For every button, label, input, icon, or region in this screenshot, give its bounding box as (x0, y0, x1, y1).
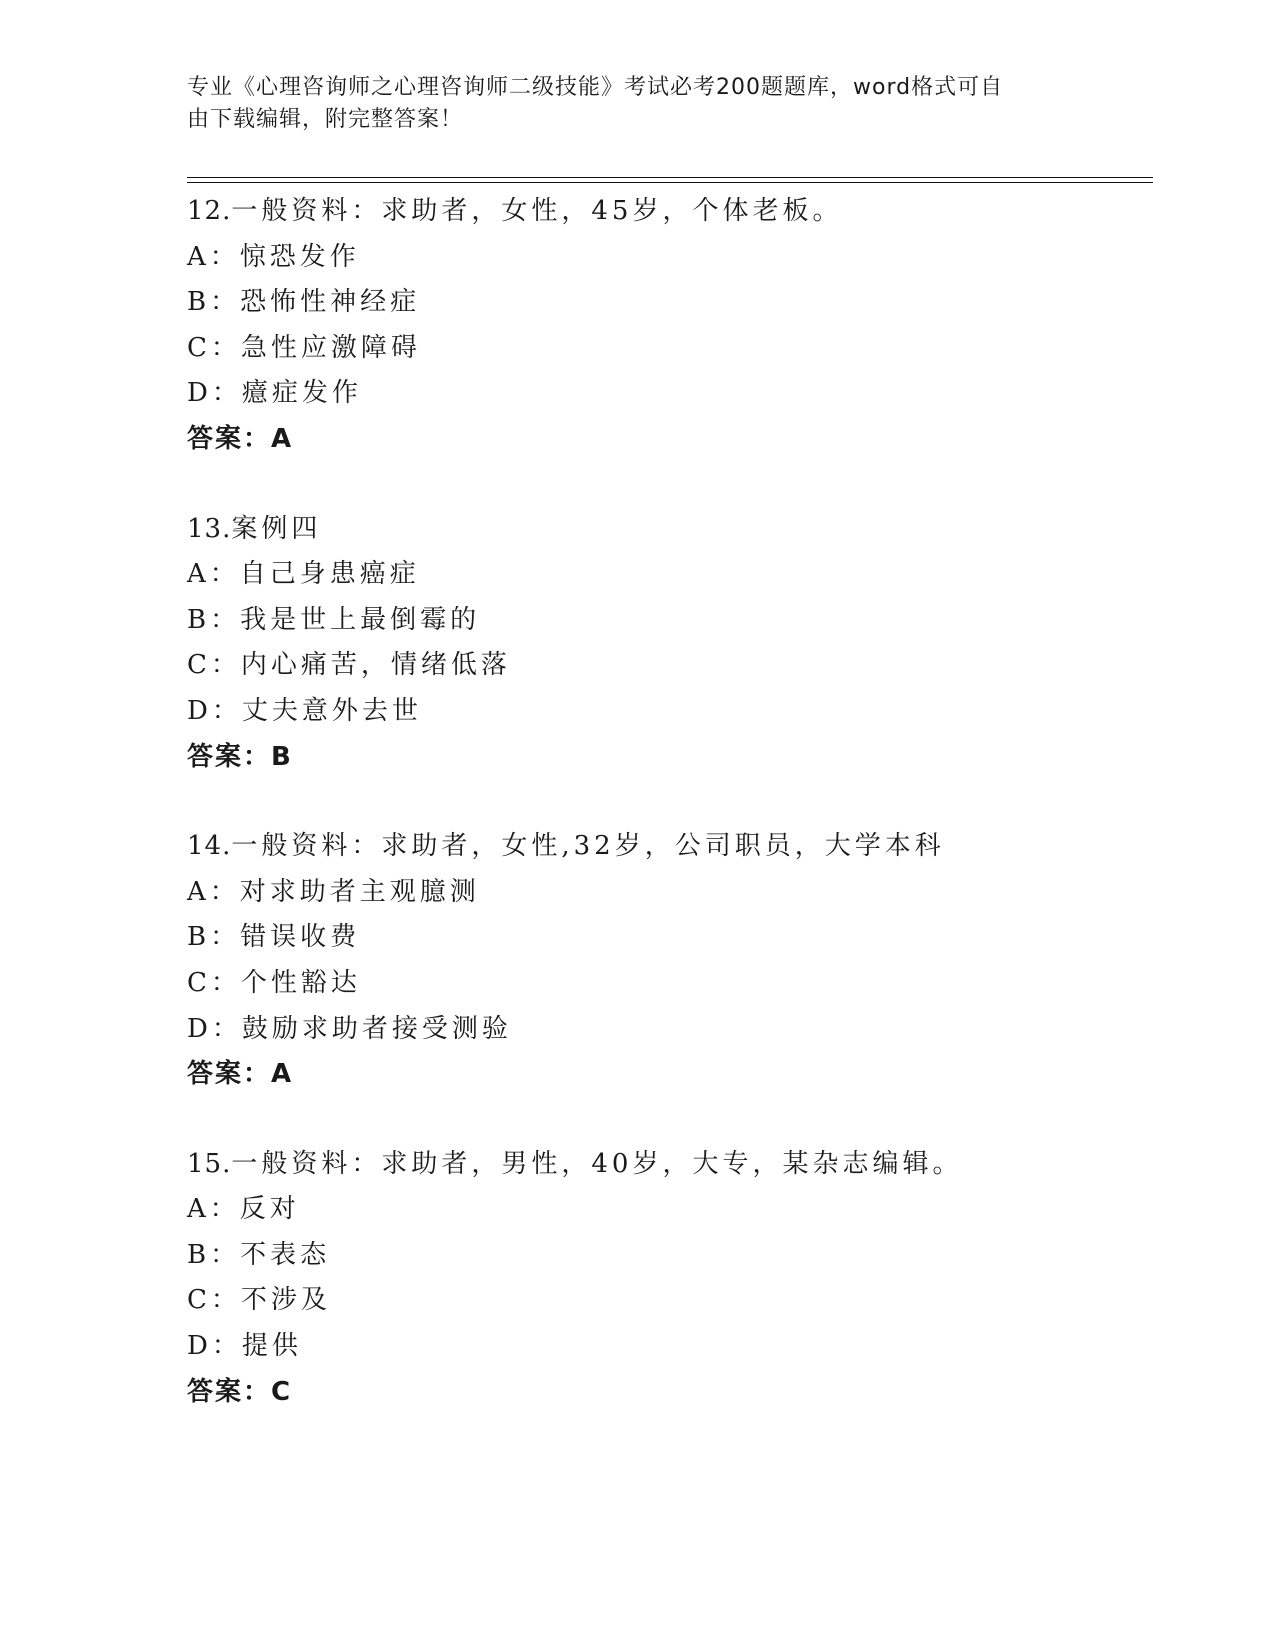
option-d: D：癔症发作 (187, 378, 362, 409)
option-d: D：提供 (187, 1331, 302, 1362)
question-list (187, 189, 1153, 1415)
document-header (187, 72, 1067, 136)
question-13 (187, 507, 1153, 781)
option-b: B：我是世上最倒霉的 (187, 604, 481, 635)
question-stem (187, 824, 1153, 870)
header-divider-bottom (187, 182, 1153, 183)
question-text: 一般资料：求助者，男性，40岁，大专，某杂志编辑。 (231, 1148, 963, 1179)
question-text: 案例四 (231, 513, 322, 544)
header-line-1: 专业《心理咨询师之心理咨询师二级技能》考试必考200题题库，word格式可自 (187, 75, 1004, 100)
option-c: C：急性应激障碍 (187, 332, 421, 363)
question-number: 13. (187, 513, 232, 544)
question-stem (187, 507, 1153, 553)
answer-line: 答案：B (187, 741, 293, 772)
question-12 (187, 189, 1153, 463)
option-a: A：惊恐发作 (187, 241, 360, 272)
option-c: C：内心痛苦，情绪低落 (187, 650, 511, 681)
answer-line: 答案：A (187, 423, 294, 454)
question-text: 一般资料：求助者，女性,32岁，公司职员，大学本科 (231, 831, 945, 862)
answer-line: 答案：C (187, 1376, 293, 1407)
option-a: A：对求助者主观臆测 (187, 876, 480, 907)
option-b: B：恐怖性神经症 (187, 287, 421, 318)
question-15 (187, 1142, 1153, 1416)
option-c: C：不涉及 (187, 1285, 331, 1316)
option-d: D：丈夫意外去世 (187, 695, 422, 726)
question-stem (187, 189, 1153, 235)
question-14 (187, 824, 1153, 1098)
option-b: B：错误收费 (187, 922, 361, 953)
option-a: A：自己身患癌症 (187, 559, 420, 590)
option-a: A：反对 (187, 1194, 300, 1225)
question-stem (187, 1142, 1153, 1188)
option-c: C：个性豁达 (187, 967, 361, 998)
question-text: 一般资料：求助者，女性，45岁，个体老板。 (231, 196, 843, 226)
header-line-2: 由下载编辑，附完整答案！ (187, 107, 464, 132)
header-divider-top (187, 177, 1153, 178)
answer-line: 答案：A (187, 1059, 294, 1090)
question-number: 14. (187, 831, 232, 862)
option-b: B：不表态 (187, 1239, 331, 1270)
question-number: 15. (187, 1148, 232, 1179)
question-number: 12. (187, 196, 232, 226)
option-d: D：鼓励求助者接受测验 (187, 1013, 512, 1044)
